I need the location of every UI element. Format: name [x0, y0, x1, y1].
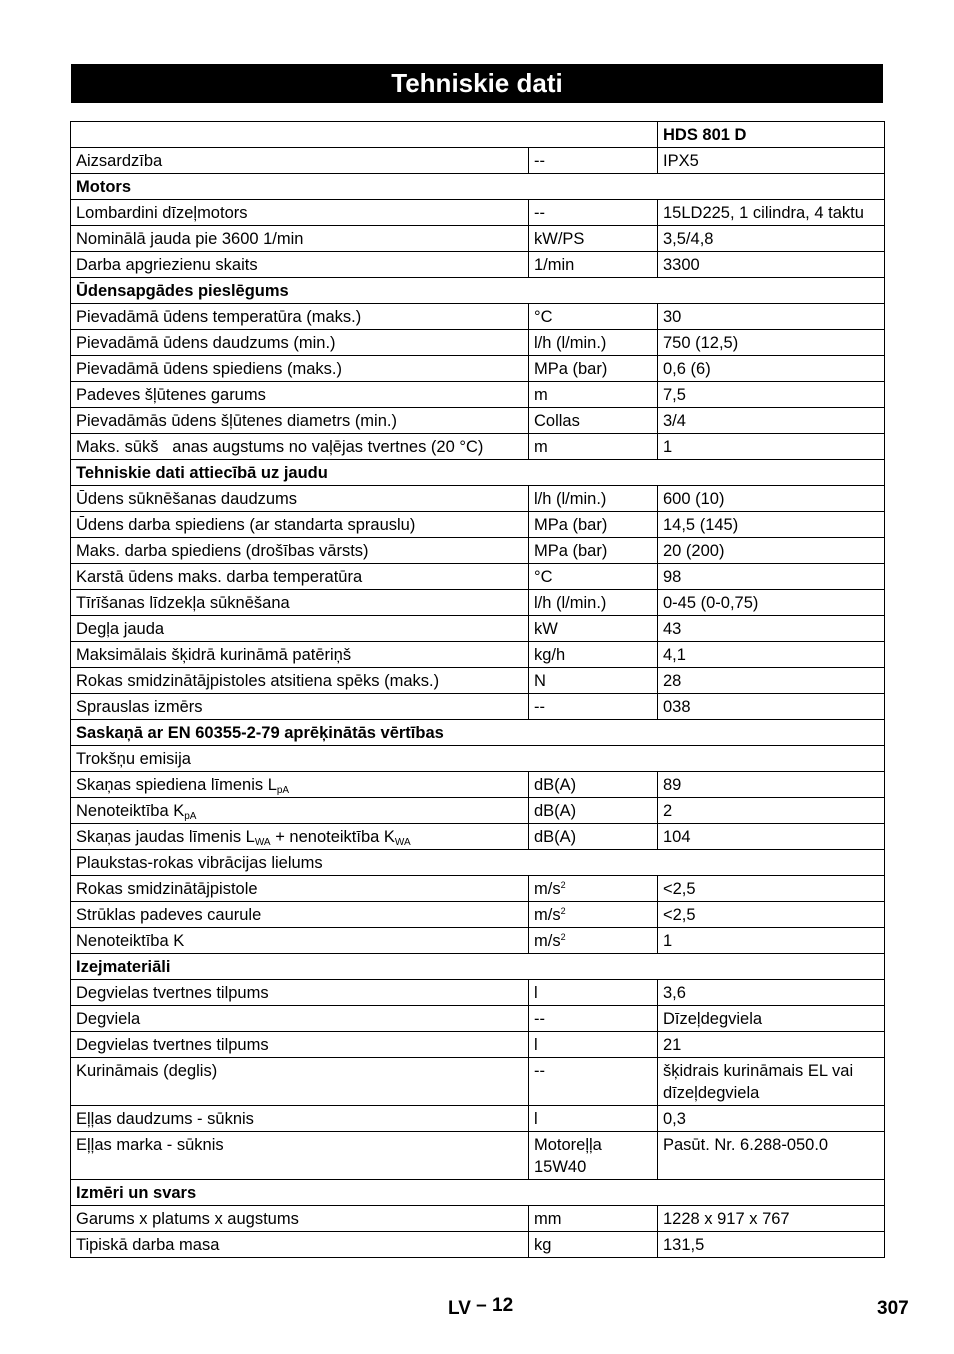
section-row [71, 1180, 885, 1206]
table-row [71, 798, 885, 824]
section-row [71, 460, 885, 486]
table-row [71, 694, 885, 720]
table-row [71, 304, 885, 330]
row-value: 28 [658, 668, 885, 694]
table-row [71, 408, 885, 434]
row-value: 0-45 (0-0,75) [658, 590, 885, 616]
row-label: Lombardini dīzeļmotors [71, 200, 529, 226]
section-row [71, 278, 885, 304]
footer-language: LV [448, 1298, 471, 1319]
row-unit: dB(A) [529, 798, 658, 824]
row-value: <2,5 [658, 876, 885, 902]
row-label: Karstā ūdens maks. darba temperatūra [71, 564, 529, 590]
row-value: 0,3 [658, 1106, 885, 1132]
section-title: Saskaņā ar EN 60355-2-79 aprēķinātās vērtības [71, 720, 885, 746]
row-unit: MPa (bar) [529, 538, 658, 564]
row-label: Eļļas daudzums - sūknis [71, 1106, 529, 1132]
row-value: 20 (200) [658, 538, 885, 564]
label-text-mid: + nenoteiktība K [270, 828, 395, 846]
row-label: Pievadāmās ūdens šļūtenes diametrs (min.) [71, 408, 529, 434]
row-value: 750 (12,5) [658, 330, 885, 356]
table-row [71, 148, 885, 174]
row-label: Degviela [71, 1006, 529, 1032]
footer-page-number: 307 [877, 1298, 909, 1319]
section-row [71, 174, 885, 200]
row-unit: -- [529, 694, 658, 720]
section-title: Izmēri un svars [71, 1180, 885, 1206]
row-value: 038 [658, 694, 885, 720]
row-unit: dB(A) [529, 824, 658, 850]
row-unit: -- [529, 200, 658, 226]
unit-superscript: 2 [560, 906, 566, 916]
row-unit: °C [529, 304, 658, 330]
table-row [71, 616, 885, 642]
label-text: Nenoteiktība K [76, 802, 185, 820]
row-label: Ūdens darba spiediens (ar standarta sprauslu) [71, 512, 529, 538]
row-unit: Motoreļļa 15W40 [529, 1132, 658, 1180]
row-value: šķidrais kurināmais EL vai dīzeļdegviela [658, 1058, 885, 1106]
row-unit: °C [529, 564, 658, 590]
row-label [71, 824, 529, 850]
row-unit: m [529, 382, 658, 408]
row-label: Aizsardzība [71, 148, 529, 174]
table-row [71, 486, 885, 512]
table-row [71, 642, 885, 668]
row-label: Pievadāmā ūdens spiediens (maks.) [71, 356, 529, 382]
row-unit: kg [529, 1232, 658, 1258]
row-value: 15LD225, 1 cilindra, 4 taktu [658, 200, 885, 226]
row-value: 89 [658, 772, 885, 798]
table-row [71, 330, 885, 356]
label-text: Skaņas jaudas līmenis L [76, 828, 255, 846]
unit-text: m/s [534, 880, 561, 898]
table-row [71, 382, 885, 408]
technical-data-table [70, 121, 885, 1258]
table-row [71, 564, 885, 590]
row-value: 1228 x 917 x 767 [658, 1206, 885, 1232]
row-unit: MPa (bar) [529, 356, 658, 382]
table-row [71, 512, 885, 538]
row-label: Kurināmais (deglis) [71, 1058, 529, 1106]
row-value: 3/4 [658, 408, 885, 434]
table-row [71, 1006, 885, 1032]
row-label: Degvielas tvertnes tilpums [71, 1032, 529, 1058]
row-value: 1 [658, 434, 885, 460]
row-unit: kW/PS [529, 226, 658, 252]
row-value: 104 [658, 824, 885, 850]
row-value: 0,6 (6) [658, 356, 885, 382]
row-unit [529, 902, 658, 928]
row-label: Degvielas tvertnes tilpums [71, 980, 529, 1006]
row-unit: mm [529, 1206, 658, 1232]
row-value: 30 [658, 304, 885, 330]
row-label: Eļļas marka - sūknis [71, 1132, 529, 1180]
row-unit: -- [529, 1058, 658, 1106]
table-row [71, 1106, 885, 1132]
row-unit: Collas [529, 408, 658, 434]
row-value: 3,5/4,8 [658, 226, 885, 252]
row-label: Nenoteiktība K [71, 928, 529, 954]
table-row [71, 538, 885, 564]
unit-superscript: 2 [560, 932, 566, 942]
table-row [71, 1232, 885, 1258]
row-label: Sprauslas izmērs [71, 694, 529, 720]
subsection-title: Plaukstas-rokas vibrācijas lielums [71, 850, 885, 876]
row-label: Padeves šļūtenes garums [71, 382, 529, 408]
row-label: Darba apgriezienu skaits [71, 252, 529, 278]
row-unit: l/h (l/min.) [529, 590, 658, 616]
header-empty-cell [71, 122, 658, 148]
row-unit: kg/h [529, 642, 658, 668]
table-row [71, 876, 885, 902]
table-row [71, 356, 885, 382]
table-row [71, 824, 885, 850]
table-row [71, 1058, 885, 1106]
row-value: 131,5 [658, 1232, 885, 1258]
label-subscript: WA [254, 837, 271, 848]
row-unit: 1/min [529, 252, 658, 278]
unit-superscript: 2 [560, 880, 566, 890]
subsection-row [71, 746, 885, 772]
row-label: Maks. sūkš anas augstums no vaļējas tvertnes (20 °C) [71, 434, 529, 460]
section-row [71, 954, 885, 980]
row-unit: -- [529, 1006, 658, 1032]
row-unit: m [529, 434, 658, 460]
table-row [71, 252, 885, 278]
table-row [71, 928, 885, 954]
footer-page-marker [448, 1295, 514, 1320]
model-header: HDS 801 D [658, 122, 885, 148]
unit-text: m/s [534, 932, 561, 950]
row-label: Ūdens sūknēšanas daudzums [71, 486, 529, 512]
row-value: 4,1 [658, 642, 885, 668]
row-value: 14,5 (145) [658, 512, 885, 538]
row-value: Pasūt. Nr. 6.288-050.0 [658, 1132, 885, 1180]
row-value: Dīzeļdegviela [658, 1006, 885, 1032]
row-unit: l [529, 1032, 658, 1058]
row-label: Maks. darba spiediens (drošības vārsts) [71, 538, 529, 564]
row-label: Degļa jauda [71, 616, 529, 642]
page-title: Tehniskie dati [71, 64, 883, 103]
row-unit [529, 928, 658, 954]
table-row [71, 668, 885, 694]
row-label: Pievadāmā ūdens temperatūra (maks.) [71, 304, 529, 330]
row-label: Tipiskā darba masa [71, 1232, 529, 1258]
row-unit: kW [529, 616, 658, 642]
row-unit: l [529, 1106, 658, 1132]
row-unit: dB(A) [529, 772, 658, 798]
row-value: 21 [658, 1032, 885, 1058]
row-unit: N [529, 668, 658, 694]
table-row [71, 226, 885, 252]
row-value: IPX5 [658, 148, 885, 174]
table-row [71, 1032, 885, 1058]
section-title: Ūdensapgādes pieslēgums [71, 278, 885, 304]
unit-text: m/s [534, 906, 561, 924]
table-row [71, 1206, 885, 1232]
label-subscript: pA [184, 811, 197, 822]
row-label [71, 772, 529, 798]
section-title: Izejmateriāli [71, 954, 885, 980]
row-value: 98 [658, 564, 885, 590]
row-unit: -- [529, 148, 658, 174]
row-value: 2 [658, 798, 885, 824]
row-value: 3,6 [658, 980, 885, 1006]
row-unit: l/h (l/min.) [529, 486, 658, 512]
row-value: 1 [658, 928, 885, 954]
label-text: Skaņas spiediena līmenis L [76, 776, 277, 794]
subsection-title: Trokšņu emisija [71, 746, 885, 772]
row-label: Pievadāmā ūdens daudzums (min.) [71, 330, 529, 356]
label-subscript: WA [394, 837, 411, 848]
table-row [71, 902, 885, 928]
row-value: 43 [658, 616, 885, 642]
subsection-row [71, 850, 885, 876]
row-label: Tīrīšanas līdzekļa sūknēšana [71, 590, 529, 616]
label-subscript: pA [276, 785, 290, 796]
row-label: Strūklas padeves caurule [71, 902, 529, 928]
row-label: Rokas smidzinātājpistole [71, 876, 529, 902]
row-unit: MPa (bar) [529, 512, 658, 538]
row-label: Rokas smidzinātājpistoles atsitiena spēks (maks.) [71, 668, 529, 694]
row-value: 600 (10) [658, 486, 885, 512]
row-value: <2,5 [658, 902, 885, 928]
section-title: Motors [71, 174, 885, 200]
row-label: Garums x platums x augstums [71, 1206, 529, 1232]
row-label: Maksimālais šķidrā kurināmā patēriņš [71, 642, 529, 668]
row-unit [529, 876, 658, 902]
row-label [71, 798, 529, 824]
row-value: 3300 [658, 252, 885, 278]
table-row [71, 434, 885, 460]
row-unit: l/h (l/min.) [529, 330, 658, 356]
row-unit: l [529, 980, 658, 1006]
table-row [71, 1132, 885, 1180]
table-row [71, 590, 885, 616]
table-row [71, 772, 885, 798]
row-value: 7,5 [658, 382, 885, 408]
row-label: Nominālā jauda pie 3600 1/min [71, 226, 529, 252]
table-row [71, 200, 885, 226]
table-row [71, 980, 885, 1006]
footer-local-page: – 12 [476, 1295, 514, 1316]
section-title: Tehniskie dati attiecībā uz jaudu [71, 460, 885, 486]
section-row [71, 720, 885, 746]
table-header-row [71, 122, 885, 148]
